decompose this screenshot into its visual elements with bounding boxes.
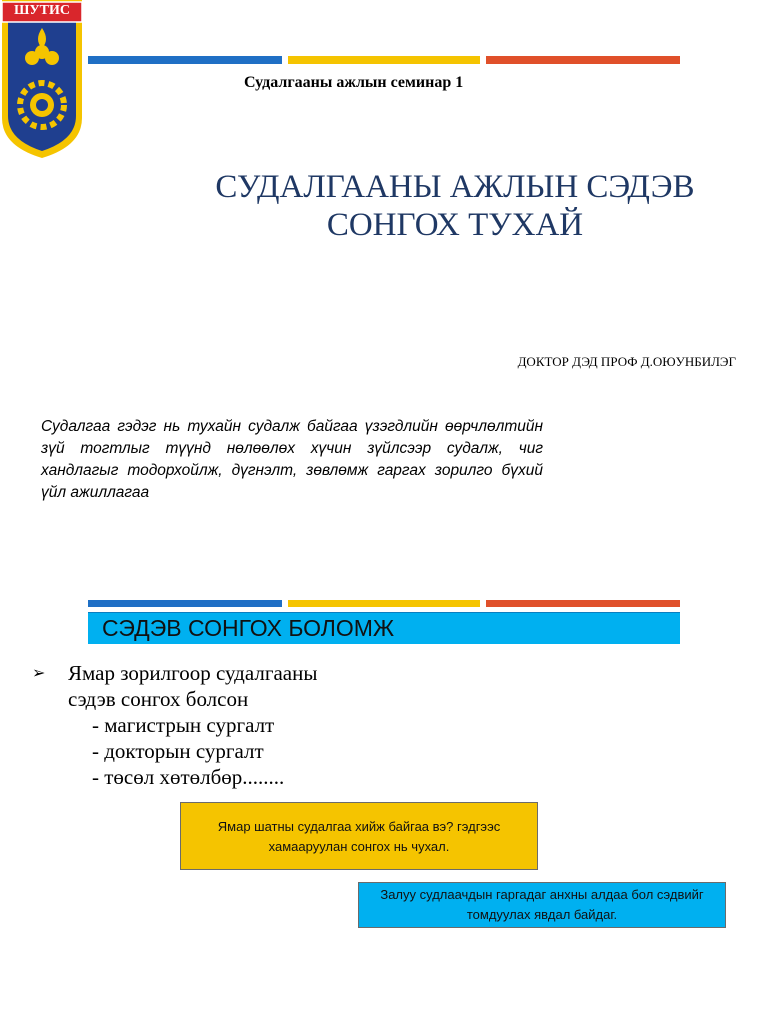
- callout-yellow-text: Ямар шатны судалгаа хийж байгаа вэ? гэдгээс хамааруулан сонгох нь чухал.: [217, 819, 501, 854]
- top-bar-blue: [88, 56, 282, 64]
- bullet-line-2: сэдэв сонгох болсон: [68, 687, 249, 711]
- title-line-1: СУДАЛГААНЫ АЖЛЫН СЭДЭВ: [215, 169, 695, 205]
- arrow-bullet-icon: ➢: [32, 663, 46, 682]
- bullet-item: [68, 660, 317, 790]
- section-bar-blue: [88, 600, 282, 607]
- callout-cyan: [358, 882, 726, 928]
- sub-item-doctoral: - докторын сургалт: [92, 739, 264, 763]
- section-bar-red: [486, 600, 680, 607]
- logo-text: ШУТИС: [14, 3, 70, 18]
- callout-cyan-text: Залуу судлаачдын гаргадаг анхны алдаа бол сэдвийг томдуулах явдал байдаг.: [380, 887, 704, 922]
- sub-item-masters: - магистрын сургалт: [92, 713, 275, 737]
- top-bar-yellow: [288, 56, 480, 64]
- university-logo: [0, 0, 84, 160]
- presentation-title: [190, 168, 720, 244]
- section-bar-yellow: [288, 600, 480, 607]
- top-bar-red: [486, 56, 680, 64]
- research-definition: Судалгаа гэдэг нь тухайн судалж байгаа үзэгдлийн өөрчлөлтийн зүй тогтлыг түүнд нөлөөлөх хүчин зүйлсээр судалж, чиг хандлагыг тодорхойлж, дүгнэлт, зөвлөмж гаргах зорилго бүхий үйл ажиллагаа: [41, 418, 543, 501]
- callout-yellow: [180, 802, 538, 870]
- title-line-2: СОНГОХ ТУХАЙ: [326, 207, 584, 243]
- section-heading-box: [88, 612, 680, 644]
- sub-item-project: - төсөл хөтөлбөр........: [92, 765, 285, 789]
- bullet-line-1: Ямар зорилгоор судалгааны: [68, 661, 318, 685]
- section-heading: СЭДЭВ СОНГОХ БОЛОМЖ: [102, 615, 395, 641]
- author-name: ДОКТОР ДЭД ПРОФ Д.ОЮУНБИЛЭГ: [517, 354, 736, 369]
- seminar-label: Судалгааны ажлын семинар 1: [244, 74, 464, 91]
